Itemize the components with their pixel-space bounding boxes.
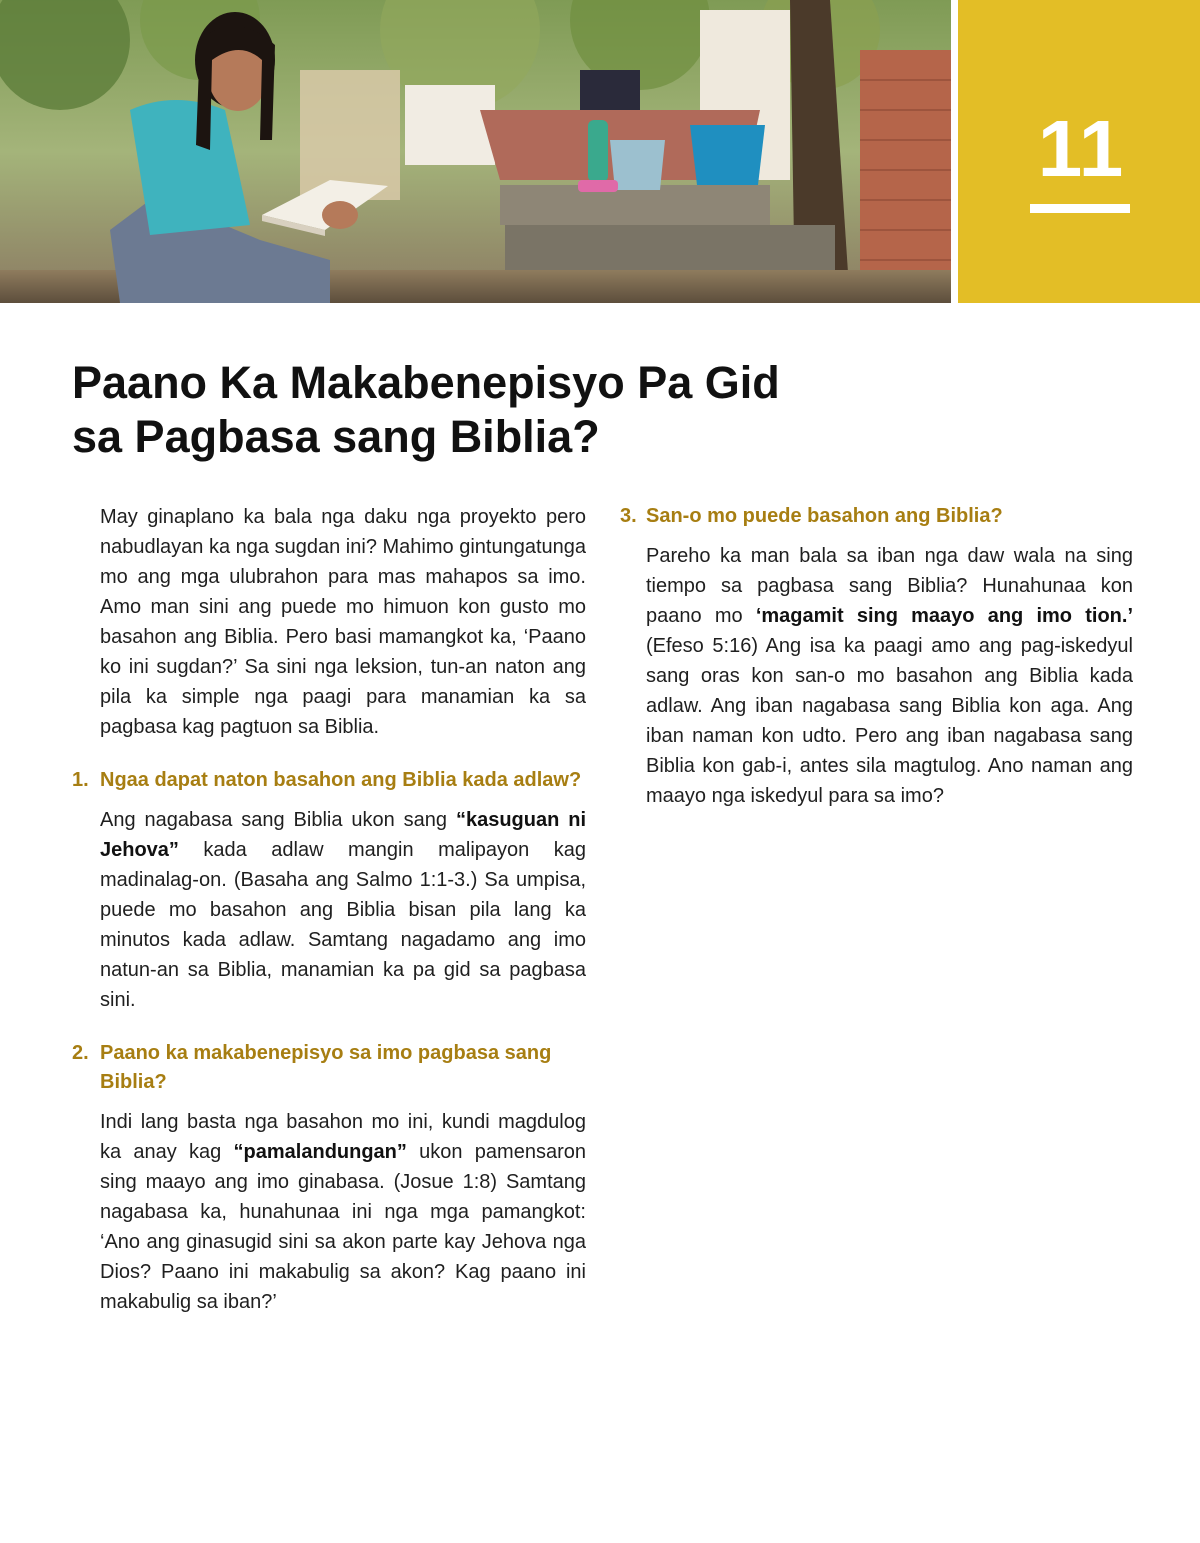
section-3-heading <box>620 502 1133 531</box>
section-2-heading <box>72 1039 586 1097</box>
hero-photo <box>0 0 951 303</box>
section-2-number: 2. <box>72 1042 89 1064</box>
right-column <box>620 502 1133 811</box>
section-2-emphasis: “pamalandungan” <box>233 1141 407 1163</box>
left-column <box>72 502 586 1317</box>
section-1-number: 1. <box>72 769 89 791</box>
title-line-1: Paano Ka Makabenepisyo Pa Gid <box>72 357 780 408</box>
section-1-text-before: Ang nagabasa sang Biblia ukon sang <box>100 809 456 831</box>
section-2-paragraph <box>72 1107 586 1317</box>
section-3-paragraph <box>620 541 1133 811</box>
lesson-number: 11 <box>1037 104 1125 193</box>
lesson-number-underline <box>1030 204 1130 213</box>
section-3-heading-text: San-o mo puede basahon ang Biblia? <box>646 505 1003 527</box>
woman-reading-bible-photo <box>0 0 951 303</box>
section-1-text-after: kada adlaw mangin malipayon kag madinalag-on. (Basaha ang Salmo 1:1-3.) Sa umpisa, puede mo basahon ang Biblia bisan pila lang ka minutos kada adlaw. Samtang nagadamo ang imo natun-an sa Biblia, manamian ka pa gid sa pagbasa sini. <box>100 839 586 1011</box>
section-2-text-after: ukon pamensaron sing maayo ang imo ginabasa. (Josue 1:8) Samtang nagabasa ka, hunahunaa ini nga mga pamangkot: ‘Ano ang ginasugid sini sa akon parte kay Jehova nga Dios? Paano ini makabulig sa akon? Kag paano ini makabulig sa iban?’ <box>100 1141 586 1313</box>
section-3-text-after: (Efeso 5:16) Ang isa ka paagi amo ang pag-iskedyul sang oras kon san-o mo basahon ang Biblia kada adlaw. Ang iban nagabasa sang Biblia kon aga. Ang iban naman kon udto. Pero ang iban nagabasa sang Biblia kon gab-i, antes sila magtulog. Ano naman ang maayo nga iskedyul para sa imo? <box>646 635 1133 807</box>
section-3-number: 3. <box>620 505 637 527</box>
section-3-emphasis: ‘magamit sing maayo ang imo tion.’ <box>755 605 1133 627</box>
section-1-heading-text: Ngaa dapat naton basahon ang Biblia kada adlaw? <box>100 769 582 791</box>
intro-paragraph: May ginaplano ka bala nga daku nga proyekto pero nabudlayan ka nga sugdan ini? Mahimo gintungatunga mo ang mga ulubrahon para mas mahapos sa imo. Amo man sini ang puede mo himuon kon gusto mo basahon ang Biblia. Pero basi mamangkot ka, ‘Paano ko ini sugdan?’ Sa sini nga leksion, tun-an naton ang pila ka simple nga paagi para manamian ka sa pagbasa kag pagtuon sa Biblia. <box>100 506 586 738</box>
section-3-text-before: Pareho ka man bala sa iban nga daw wala na sing tiempo sa pagbasa sang Biblia? Hunahunaa kon paano mo <box>646 545 1133 627</box>
page-title <box>72 356 932 464</box>
title-line-2: sa Pagbasa sang Biblia? <box>72 411 600 462</box>
section-1-paragraph <box>72 805 586 1015</box>
lesson-badge <box>958 0 1200 303</box>
section-2-heading-text: Paano ka makabenepisyo sa imo pagbasa sang Biblia? <box>100 1042 552 1093</box>
section-1-heading <box>72 766 586 795</box>
section-2-text-before: Indi lang basta nga basahon mo ini, kundi magdulog ka anay kag <box>100 1111 586 1163</box>
section-1-emphasis: “kasuguan ni Jehova” <box>100 809 586 861</box>
